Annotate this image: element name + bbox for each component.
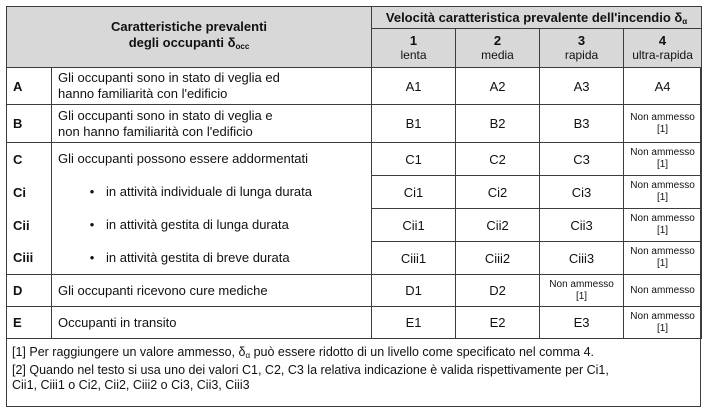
- table-cell-not-allowed: Non ammesso [1]: [624, 307, 702, 339]
- table-cell: A4: [624, 68, 702, 105]
- table-cell: A2: [456, 68, 540, 105]
- table-cell: Cii3: [540, 209, 624, 242]
- table-cell: C2: [456, 143, 540, 176]
- table-cell: Ciii1: [372, 242, 456, 275]
- table-cell: E2: [456, 307, 540, 339]
- column-header-3: 3 rapida: [540, 29, 624, 68]
- row-description: Occupanti in transito: [52, 307, 372, 339]
- table-row: [7, 68, 702, 105]
- row-code: B: [7, 105, 52, 143]
- table-cell-not-allowed: Non ammesso [1]: [540, 275, 624, 307]
- table-row: [7, 307, 702, 339]
- note-2-line1: [2] Quando nel testo si usa uno dei valori C1, C2, C3 la relativa indicazione è valida rispettivamente per Ci1,: [12, 363, 609, 377]
- note-2-line2: Cii1, Ciii1 o Ci2, Cii2, Ciii2 o Ci3, Cii3, Ciii3: [12, 378, 250, 392]
- table-cell: B1: [372, 105, 456, 143]
- row-code: A: [7, 68, 52, 105]
- table-cell-not-allowed: Non ammesso [1]: [624, 242, 702, 275]
- occupants-header-sub: occ: [235, 42, 250, 51]
- row-description: Gli occupanti sono in stato di veglia ed hanno familiarità con l'edificio: [52, 68, 372, 105]
- table-cell: C1: [372, 143, 456, 176]
- table-cell: Cii1: [372, 209, 456, 242]
- table-cell-not-allowed: Non ammesso [1]: [624, 209, 702, 242]
- column-header-1: 1 lenta: [372, 29, 456, 68]
- note-1: [1] Per raggiungere un valore ammesso, $\delta_\alpha$ può essere ridotto di un livello come specificato nel comma 4.: [12, 345, 595, 360]
- column-header-2: 2 media: [456, 29, 540, 68]
- row-code: C: [7, 143, 52, 176]
- table-cell-not-allowed: Non ammesso [1]: [624, 143, 702, 176]
- table-cell: A1: [372, 68, 456, 105]
- row-description: Gli occupanti ricevono cure mediche: [52, 275, 372, 307]
- table-cell: Ci3: [540, 176, 624, 209]
- table-cell-not-allowed: Non ammesso [1]: [624, 105, 702, 143]
- table-cell: B2: [456, 105, 540, 143]
- table-cell: Cii2: [456, 209, 540, 242]
- table-cell: E1: [372, 307, 456, 339]
- table-row: [7, 275, 702, 307]
- row-description: • in attività gestita di breve durata: [52, 242, 372, 275]
- row-description: Gli occupanti sono in stato di veglia e non hanno familiarità con l'edificio: [52, 105, 372, 143]
- table-cell: Ciii2: [456, 242, 540, 275]
- table-row: [7, 105, 702, 143]
- bullet-icon: •: [89, 217, 95, 232]
- row-description: • in attività gestita di lunga durata: [52, 209, 372, 242]
- table-cell-not-allowed: Non ammesso [1]: [624, 176, 702, 209]
- column-header-4: 4 ultra-rapida: [624, 29, 702, 68]
- table-cell: D2: [456, 275, 540, 307]
- table-row: [7, 176, 702, 209]
- row-description: Gli occupanti possono essere addormentati: [52, 143, 372, 176]
- row-code: E: [7, 307, 52, 339]
- table-cell: E3: [540, 307, 624, 339]
- table-row: [7, 242, 702, 275]
- table-cell: Ciii3: [540, 242, 624, 275]
- table-row: [7, 143, 702, 176]
- row-code: Cii: [7, 209, 52, 242]
- velocity-header-text: Velocità caratteristica prevalente dell'incendio δ: [385, 9, 683, 25]
- table-cell: D1: [372, 275, 456, 307]
- occupants-velocity-table: [6, 6, 702, 339]
- table-cell-not-allowed: Non ammesso: [624, 275, 702, 307]
- occupants-header: [7, 7, 372, 68]
- occupants-header-line2: degli occupanti δ: [128, 35, 236, 50]
- bullet-icon: •: [89, 184, 95, 199]
- row-code: D: [7, 275, 52, 307]
- table-cell: Ci2: [456, 176, 540, 209]
- table-cell: A3: [540, 68, 624, 105]
- row-code: Ciii: [7, 242, 52, 275]
- velocity-header-sub: α: [682, 16, 688, 26]
- table-row: [7, 209, 702, 242]
- occupants-header-line1: Caratteristiche prevalenti: [110, 19, 268, 34]
- bullet-icon: •: [89, 249, 95, 265]
- velocity-header: [372, 7, 702, 29]
- table-cell: C3: [540, 143, 624, 176]
- table-cell: B3: [540, 105, 624, 143]
- table-cell: Ci1: [372, 176, 456, 209]
- row-description: • in attività individuale di lunga durata: [52, 176, 372, 209]
- row-code: Ci: [7, 176, 52, 209]
- table-notes: [6, 345, 701, 393]
